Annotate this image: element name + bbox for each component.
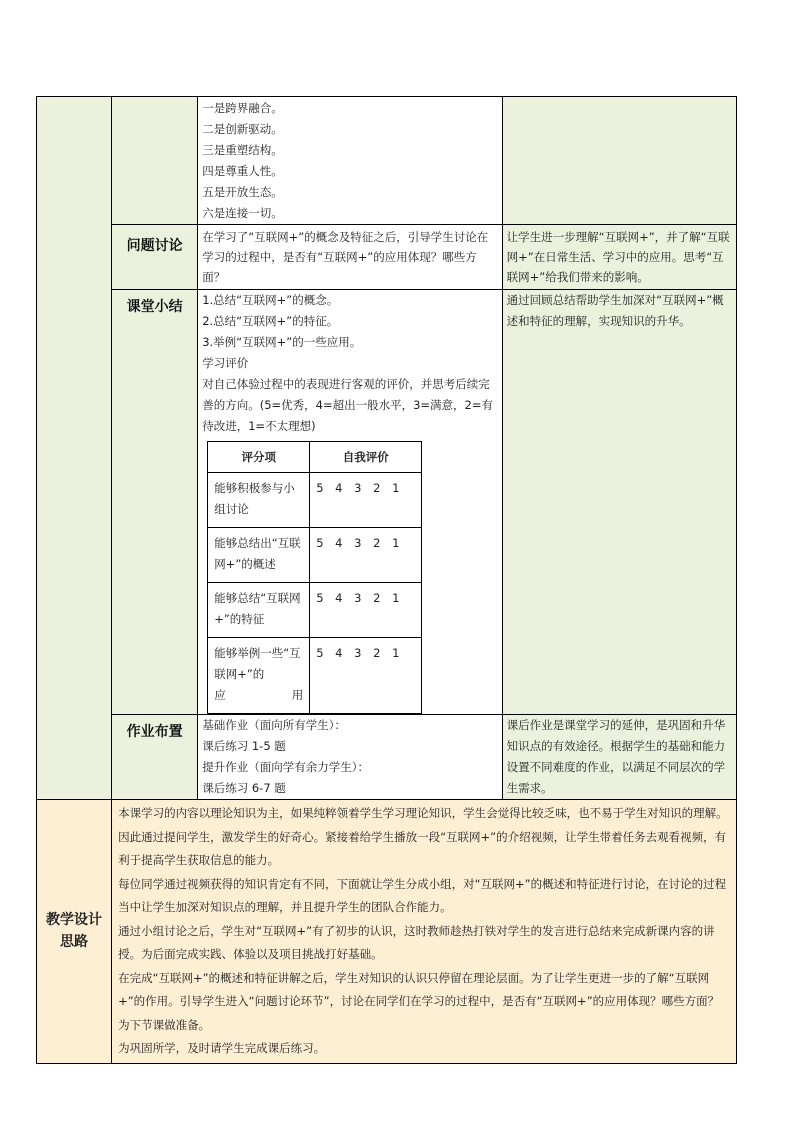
design-paragraph: 为巩固所学，及时请学生完成课后练习。 — [118, 1041, 326, 1055]
lesson-plan-table — [36, 96, 737, 1064]
feature-item: 六是连接一切。 — [202, 206, 283, 220]
homework-label-cell — [112, 715, 198, 800]
feature-item: 一是跨界融合。 — [202, 101, 283, 115]
homework-intent: 课后作业是课堂学习的延伸，是巩固和升华知识点的有效途径。根据学生的基础和能力设置不同难度的作业，以满足不同层次的学生需求。 — [506, 718, 726, 795]
design-content-cell — [112, 800, 737, 1064]
eval-item: 能够举例一些“互联网+”的 — [214, 646, 301, 681]
eval-item: 能够总结“互联网+”的特征 — [208, 583, 310, 638]
design-paragraph: 每位同学通过视频获得的知识肯定有不同，下面就让学生分成小组，对“互联网+”的概述和特征进行讨论，在讨论的过程当中让学生加深对知识点的理解，并且提升学生的团队合作能力。 — [118, 876, 727, 914]
design-label: 思路 — [60, 934, 89, 951]
eval-title: 学习评价 — [202, 356, 249, 370]
features-label-cell — [112, 97, 198, 225]
eval-row — [208, 583, 422, 638]
homework-line: 提升作业（面向学有余力学生）： — [202, 760, 369, 774]
summary-row — [37, 290, 737, 715]
homework-row — [37, 715, 737, 800]
summary-intent: 通过回顾总结帮助学生加深对“互联网+”概述和特征的理解，实现知识的升华。 — [506, 293, 724, 328]
design-row — [37, 800, 737, 1064]
summary-intent-cell — [502, 290, 736, 715]
feature-item: 三是重塑结构。 — [202, 143, 283, 157]
features-intent-cell — [502, 97, 736, 225]
eval-item-cell — [208, 638, 310, 714]
eval-score[interactable]: 5 4 3 2 1 — [310, 583, 422, 638]
eval-header-score: 自我评价 — [310, 442, 422, 473]
eval-header-row — [208, 442, 422, 473]
homework-line: 基础作业（面向所有学生）： — [202, 718, 346, 732]
discussion-label-cell — [112, 225, 198, 290]
eval-row — [208, 528, 422, 583]
summary-label-cell — [112, 290, 198, 715]
summary-content-cell — [198, 290, 502, 715]
feature-item: 四是尊重人性。 — [202, 164, 283, 178]
summary-item: 2.总结“互联网+”的特征。 — [202, 314, 339, 328]
eval-item: 能够总结出“互联网+”的概述 — [208, 528, 310, 583]
feature-item: 二是创新驱动。 — [202, 122, 283, 136]
eval-score[interactable]: 5 4 3 2 1 — [310, 638, 422, 714]
eval-item-end: 应用 — [214, 688, 304, 702]
design-label-cell — [37, 800, 112, 1064]
discussion-intent: 让学生进一步理解“互联网+”，并了解“互联网+”在日常生活、学习中的应用。思考“互联网+”给我们带来的影响。 — [506, 230, 730, 284]
summary-label: 课堂小结 — [126, 299, 183, 315]
homework-line: 课后练习 6-7 题 — [202, 781, 286, 795]
self-evaluation-table — [207, 441, 422, 714]
design-paragraph: 本课学习的内容以理论知识为主，如果纯粹领着学生学习理论知识，学生会觉得比较乏味，也不易于学生对知识的理解。因此通过提问学生，激发学生的好奇心。紧接着给学生播放一段“互联网+”的介绍视频，让学生带着任务去观看视频，有利于提高学生获取信息的能力。 — [118, 806, 728, 867]
discussion-label: 问题讨论 — [126, 238, 183, 254]
design-paragraph: 通过小组讨论之后，学生对“互联网+”有了初步的认识，这时教师趁热打铁对学生的发言进行总结来完成新课内容的讲授。为后面完成实践、体验以及项目挑战打好基础。 — [118, 923, 715, 961]
eval-item: 能够积极参与小组讨论 — [208, 473, 310, 528]
eval-score[interactable]: 5 4 3 2 1 — [310, 473, 422, 528]
homework-content-cell — [198, 715, 502, 800]
summary-item: 3.举例“互联网+”的一些应用。 — [202, 335, 362, 349]
eval-description: 对自己体验过程中的表现进行客观的评价，并思考后续完善的方向。(5=优秀，4=超出一般水平，3=满意，2=有待改进，1=不太理想) — [202, 377, 493, 433]
discussion-content: 在学习了“互联网+”的概念及特征之后，引导学生讨论在学习的过程中，是否有“互联网+”的应用体现？哪些方面？ — [202, 230, 489, 284]
stage-cell — [37, 97, 112, 800]
eval-header-item: 评分项 — [208, 442, 310, 473]
lesson-plan-sheet — [36, 96, 737, 1064]
summary-item: 1.总结“互联网+”的概念。 — [202, 293, 339, 307]
design-paragraph: 在完成“互联网+”的概述和特征讲解之后，学生对知识的认识只停留在理论层面。为了让学生更进一步的了解“互联网+”的作用。引导学生进入“问题讨论环节”，讨论在同学们在学习的过程中，是否有“互联网+”的应用体现？哪些方面？为下节课做准备。 — [118, 970, 720, 1032]
feature-item: 五是开放生态。 — [202, 185, 283, 199]
eval-score[interactable]: 5 4 3 2 1 — [310, 528, 422, 583]
discussion-intent-cell — [502, 225, 736, 290]
homework-intent-cell — [502, 715, 736, 800]
design-label: 教学设计 — [46, 912, 103, 929]
features-row — [37, 97, 737, 225]
discussion-content-cell — [198, 225, 502, 290]
homework-line: 课后练习 1-5 题 — [202, 739, 286, 753]
discussion-row — [37, 225, 737, 290]
features-cell — [198, 97, 502, 225]
homework-label: 作业布置 — [126, 724, 183, 740]
eval-row — [208, 638, 422, 714]
eval-row — [208, 473, 422, 528]
